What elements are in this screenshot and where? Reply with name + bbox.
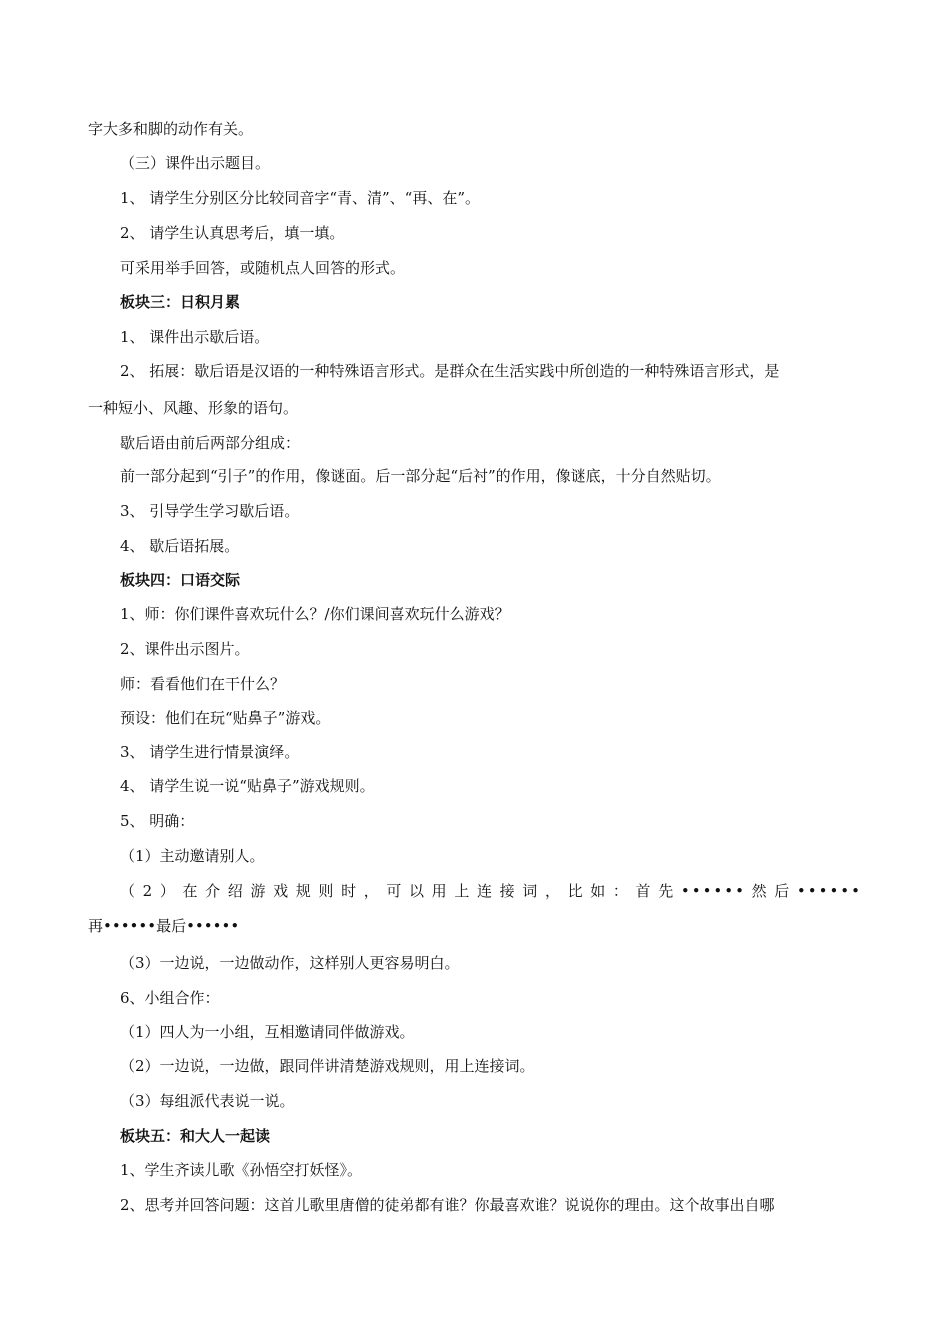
list-item: 4、 歇后语拓展。 — [120, 537, 240, 555]
list-item: 2、课件出示图片。 — [120, 640, 250, 658]
paragraph-line: （三）课件出示题目。 — [120, 154, 271, 172]
list-item: 3、 请学生进行情景演绎。 — [120, 743, 300, 761]
list-item: （3）一边说，一边做动作，这样别人更容易明白。 — [120, 954, 460, 972]
section-heading: 板块三：日积月累 — [120, 293, 241, 311]
list-item: 5、 明确： — [120, 812, 195, 830]
section-heading: 板块四：口语交际 — [120, 571, 241, 589]
paragraph-line: 歇后语由前后两部分组成： — [120, 434, 301, 452]
section-heading: 板块五：和大人一起读 — [120, 1127, 271, 1145]
list-item: （2）一边说，一边做，跟同伴讲清楚游戏规则，用上连接词。 — [120, 1057, 535, 1075]
list-item: 1、师：你们课件喜欢玩什么？/你们课间喜欢玩什么游戏？ — [120, 605, 510, 623]
list-item: （1）四人为一小组，互相邀请同伴做游戏。 — [120, 1023, 415, 1041]
paragraph-line: 字大多和脚的动作有关。 — [88, 120, 254, 138]
list-item: 2、 请学生认真思考后，填一填。 — [120, 224, 345, 242]
paragraph-line: 可采用举手回答，或随机点人回答的形式。 — [120, 259, 406, 277]
paragraph-line: 预设：他们在玩“贴鼻子”游戏。 — [120, 709, 331, 727]
list-item: （1）主动邀请别人。 — [120, 847, 265, 865]
list-item: 2、思考并回答问题：这首儿歌里唐僧的徒弟都有谁？你最喜欢谁？说说你的理由。这个故事出自哪 — [120, 1196, 775, 1214]
list-item: （3）每组派代表说一说。 — [120, 1092, 295, 1110]
list-item: 4、 请学生说一说“贴鼻子”游戏规则。 — [120, 777, 375, 795]
list-item: 1、 请学生分别区分比较同音字“青、清”、“再、在”。 — [120, 189, 480, 207]
paragraph-line: 再••••••最后•••••• — [88, 917, 240, 935]
list-item: 3、 引导学生学习歇后语。 — [120, 502, 300, 520]
list-item: 1、 课件出示歇后语。 — [120, 328, 270, 346]
paragraph-line: 一种短小、风趣、形象的语句。 — [88, 399, 299, 417]
list-item: 6、小组合作： — [120, 989, 220, 1007]
justified-line: （2）在介绍游戏规则时，可以用上连接词，比如：首先••••••然后•••••• — [120, 882, 862, 900]
list-item: 1、学生齐读儿歌《孙悟空打妖怪》。 — [120, 1161, 363, 1179]
list-item: 2、 拓展：歇后语是汉语的一种特殊语言形式。是群众在生活实践中所创造的一种特殊语言形式，是 — [120, 362, 780, 380]
paragraph-line: 师：看看他们在干什么？ — [120, 675, 286, 693]
paragraph-line: 前一部分起到“引子”的作用，像谜面。后一部分起“后衬”的作用，像谜底，十分自然贴切。 — [120, 467, 721, 485]
